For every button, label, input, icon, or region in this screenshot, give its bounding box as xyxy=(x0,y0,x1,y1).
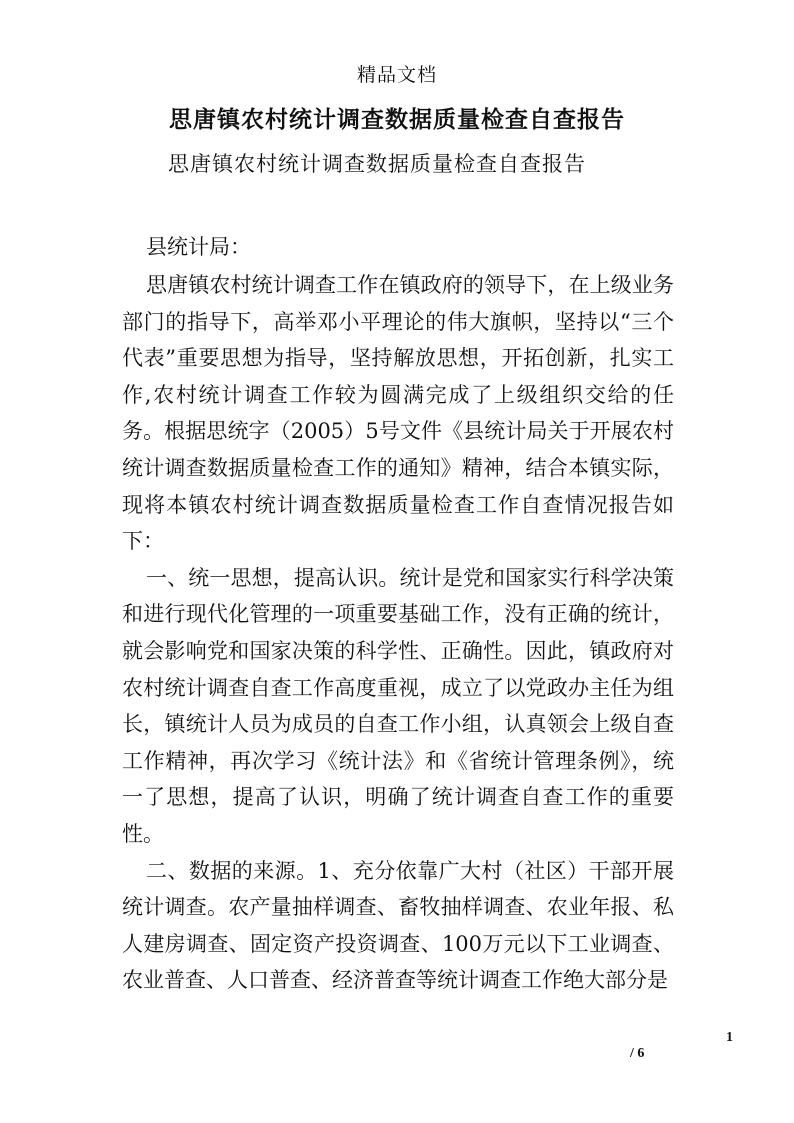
body-paragraph-2: 一、统一思想，提高认识。统计是党和国家实行科学决策和进行现代化管理的一项重要基础工作，没有正确的统计，就会影响党和国家决策的科学性、正确性。因此，镇政府对农村统计调查自查工作高度重视，成立了以党政办主任为组长，镇统计人员为成员的自查工作小组，认真领会上级自查工作精神，再次学习《统计法》和《省统计管理条例》，统一了思想，提高了认识，明确了统计调查自查工作的重要性。 xyxy=(122,565,674,846)
page-total: / 6 xyxy=(630,1046,645,1061)
salutation: 县统计局： xyxy=(146,235,251,259)
page-header: 精品文档 xyxy=(356,64,437,86)
body-paragraph-3: 二、数据的来源。1、充分依靠广大村（社区）干部开展统计调查。农产量抽样调查、畜牧抽样调查、农业年报、私人建房调查、固定资产投资调查、100万元以下工业调查、农业普查、人口普查、经济普查等统计调查工作绝大部分是 xyxy=(122,858,674,993)
document-body xyxy=(122,267,674,999)
document-title: 思唐镇农村统计调查数据质量检查自查报告 xyxy=(169,106,625,133)
document-subtitle: 思唐镇农村统计调查数据质量检查自查报告 xyxy=(168,152,586,176)
page-number: 1 xyxy=(726,1030,733,1045)
body-paragraph-1: 思唐镇农村统计调查工作在镇政府的领导下，在上级业务部门的指导下，高举邓小平理论的伟大旗帜，坚持以“三个代表”重要思想为指导，坚持解放思想，开拓创新，扎实工作,农村统计调查工作较为圆满完成了上级组织交给的任务。根据思统字（2005）5号文件《县统计局关于开展农村统计调查数据质量检查工作的通知》精神，结合本镇实际，现将本镇农村统计调查数据质量检查工作自查情况报告如下： xyxy=(122,273,674,554)
